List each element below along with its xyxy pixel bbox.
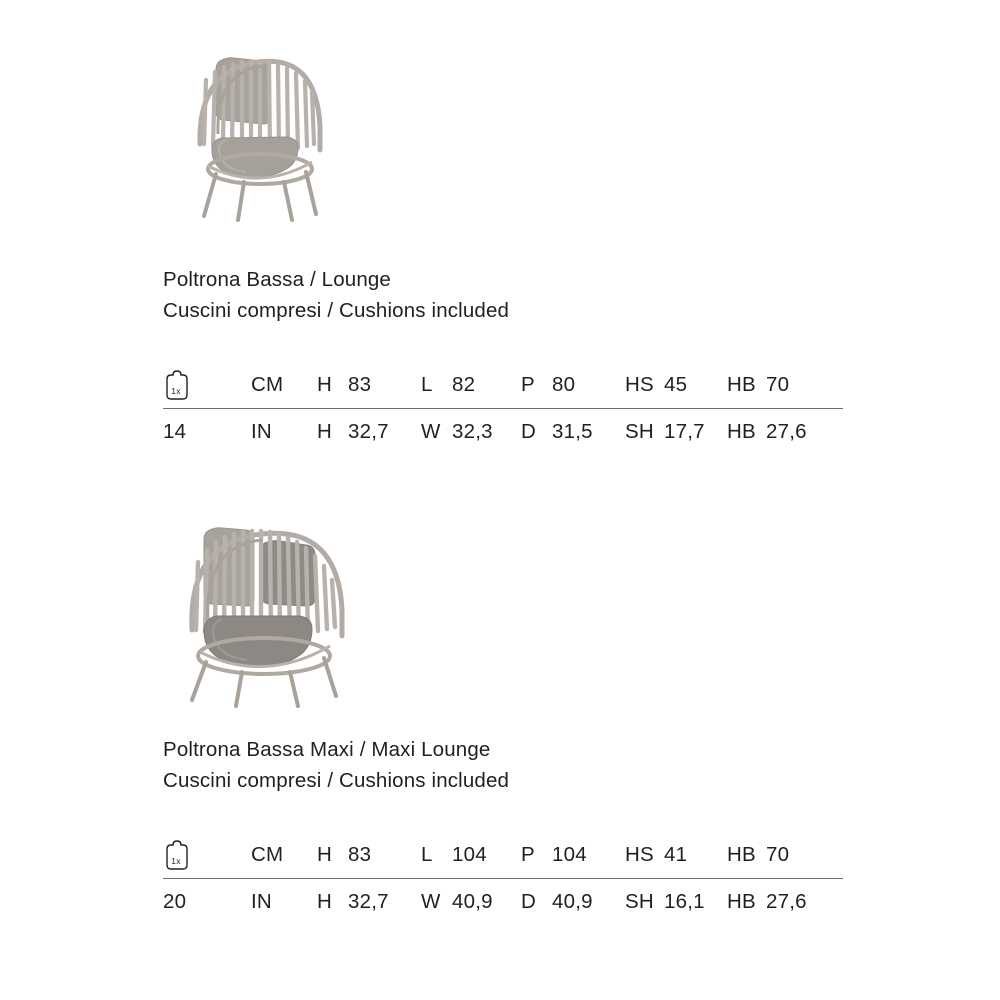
dim-value-sh: 17,7 [664,420,705,443]
spec-table-maxi-lounge [163,832,843,925]
dim-l-cm [421,373,521,397]
dim-value-h: 32,7 [348,890,389,913]
dim-label-h: H [317,420,333,443]
dim-h-cm [317,373,421,397]
spec-row-cm [163,832,843,879]
dim-w-in [421,420,521,444]
lounge-armchair-illustration [160,34,400,234]
dim-label-w: W [421,420,441,443]
dim-value-hs: 45 [664,373,688,396]
unit-label: IN [251,420,272,443]
dim-value-d: 40,9 [552,890,593,913]
dim-label-h: H [317,843,333,866]
dim-label-hb: HB [727,373,756,396]
dim-value-sh: 16,1 [664,890,705,913]
dim-value-hb: 70 [766,843,790,866]
package-icon-cell [163,840,251,871]
package-box-icon [163,840,190,871]
dim-d-in [521,890,625,914]
dim-value-w: 32,3 [452,420,493,443]
product-title: Poltrona Bassa Maxi / Maxi Lounge [163,738,491,761]
spec-table-lounge [163,362,843,455]
product-image-lounge [160,34,580,264]
dim-h-in [317,420,421,444]
dim-label-hs: HS [625,373,654,396]
dim-hb-in [727,890,817,914]
dim-value-h: 83 [348,373,372,396]
maxi-lounge-armchair-illustration [160,504,440,714]
dim-value-d: 31,5 [552,420,593,443]
dim-d-in [521,420,625,444]
dim-value-p: 104 [552,843,587,866]
dim-label-hb: HB [727,890,756,913]
dim-label-h: H [317,373,333,396]
dim-value-l: 82 [452,373,476,396]
quantity-cell [163,420,251,444]
dim-value-p: 80 [552,373,576,396]
dim-value-hb: 70 [766,373,790,396]
dim-label-p: P [521,843,535,866]
unit-label: CM [251,843,284,866]
product-image-maxi-lounge [160,504,580,734]
dim-h-cm [317,843,421,867]
dim-label-hb: HB [727,420,756,443]
package-icon-label: 1x [171,385,181,396]
dim-value-hs: 41 [664,843,688,866]
quantity-cell [163,890,251,914]
unit-label: IN [251,890,272,913]
quantity-value: 20 [163,890,187,913]
dim-p-cm [521,843,625,867]
dim-hb-cm [727,843,817,867]
dim-hs-cm [625,373,727,397]
dim-label-hs: HS [625,843,654,866]
dim-label-w: W [421,890,441,913]
package-icon-cell [163,370,251,401]
package-box-icon [163,370,190,401]
dim-hs-cm [625,843,727,867]
dim-label-l: L [421,373,433,396]
dim-label-d: D [521,890,537,913]
dim-label-sh: SH [625,420,654,443]
product-subtitle: Cuscini compresi / Cushions included [163,769,510,792]
quantity-value: 14 [163,420,187,443]
dim-label-hb: HB [727,843,756,866]
dim-sh-in [625,420,727,444]
product-title: Poltrona Bassa / Lounge [163,268,391,291]
unit-label: CM [251,373,284,396]
unit-cell-cm [251,843,317,867]
dim-value-h: 83 [348,843,372,866]
dim-w-in [421,890,521,914]
package-icon-label: 1x [171,855,181,866]
dim-value-l: 104 [452,843,487,866]
dim-label-d: D [521,420,537,443]
dim-label-h: H [317,890,333,913]
product-caption-maxi-lounge [163,734,1000,796]
unit-cell-in [251,890,317,914]
dim-p-cm [521,373,625,397]
unit-cell-in [251,420,317,444]
dim-value-h: 32,7 [348,420,389,443]
dim-sh-in [625,890,727,914]
spec-row-in [163,879,843,925]
product-subtitle: Cuscini compresi / Cushions included [163,299,510,322]
dim-l-cm [421,843,521,867]
dim-value-hb: 27,6 [766,420,807,443]
dim-value-hb: 27,6 [766,890,807,913]
dim-hb-in [727,420,817,444]
spec-row-in [163,409,843,455]
dim-label-p: P [521,373,535,396]
product-block-lounge [0,34,1000,455]
dim-label-l: L [421,843,433,866]
unit-cell-cm [251,373,317,397]
product-caption-lounge [163,264,1000,326]
dim-h-in [317,890,421,914]
dim-hb-cm [727,373,817,397]
dim-value-w: 40,9 [452,890,493,913]
spec-row-cm [163,362,843,409]
product-block-maxi-lounge [0,504,1000,925]
dim-label-sh: SH [625,890,654,913]
